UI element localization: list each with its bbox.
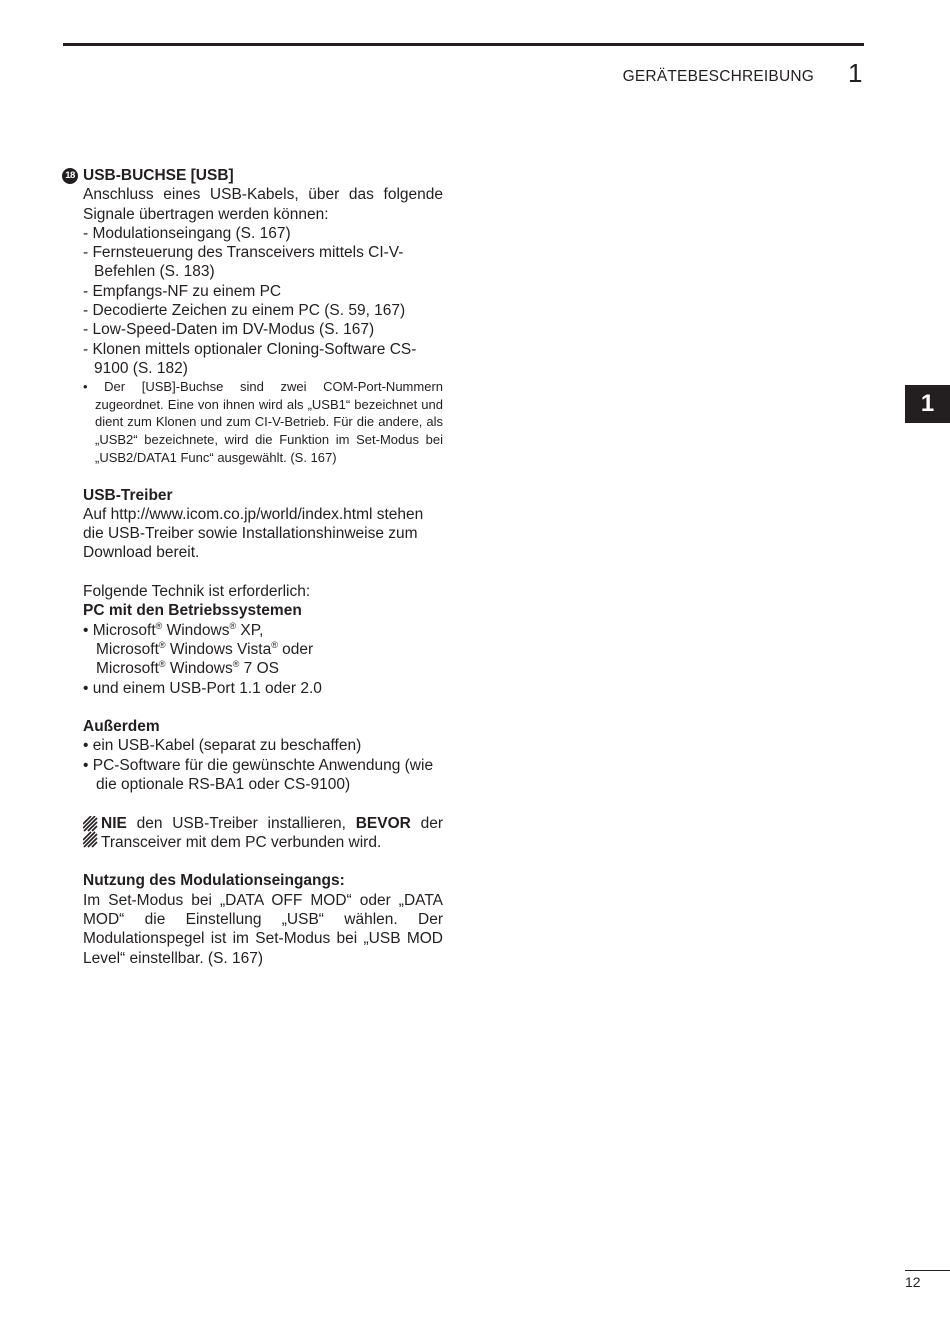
additionally-heading: Außerdem [83,718,160,736]
list-item: - Klonen mittels optionaler Cloning-Software CS-9100 (S. 182) [83,340,417,377]
list-item: - Decodierte Zeichen zu einem PC (S. 59, 167) [83,302,406,320]
item-number-badge: 18 [62,168,78,184]
requirements-intro: Folgende Technik ist erforderlich: [83,583,311,601]
chapter-tab: 1 [905,385,950,423]
usb-driver-text: Auf http://www.icom.co.jp/world/index.html stehen die USB-Treiber sowie Installationshinweise zum Download bereit. [83,505,424,562]
list-item: - Modulationseingang (S. 167) [83,224,291,242]
usb-jack-heading-text: USB-BUCHSE [USB] [83,167,234,184]
list-item: - Low-Speed-Daten im DV-Modus (S. 167) [83,321,375,339]
os-heading: PC mit den Betriebssystemen [83,602,302,620]
os-list: • Microsoft® Windows® XP, Microsoft® Windows Vista® oder Microsoft® Windows® 7 OS [83,620,314,678]
footer-rule [905,1270,950,1271]
main-column [65,166,443,968]
usb-driver-heading: USB-Treiber [83,486,173,504]
list-item: - Fernsteuerung des Transceivers mittels CI-V-Befehlen (S. 183) [83,244,404,281]
usb-port-item: • und einem USB-Port 1.1 oder 2.0 [83,679,322,697]
list-item: • ein USB-Kabel (separat zu beschaffen) [83,737,362,755]
list-item: - Empfangs-NF zu einem PC [83,282,282,300]
section-title: GERÄTEBESCHREIBUNG [622,68,814,85]
chapter-number: 1 [848,58,863,88]
com-port-note: • Der [USB]-Buchse sind zwei COM-Port-Nummern zugeordnet. Eine von ihnen wird als „USB1“ bezeichnet und dient zum Klonen und zum CI-V-Betrieb. Für die andere, als „USB2“ bezeichnete, wird die Funktion im Set-Modus bei „USB2/DATA1 Func“ ausgewählt. (S. 167) [83,379,443,465]
mod-input-heading: Nutzung des Modulationseingangs: [83,872,345,890]
page-number: 12 [905,1274,921,1290]
header-rule [63,43,864,46]
caution-hatch-icon [83,816,98,852]
usb-jack-heading [65,166,443,185]
mod-input-text: Im Set-Modus bei „DATA OFF MOD“ oder „DATA MOD“ die Einstellung „USB“ wählen. Der Modulationspegel ist im Set-Modus bei „USB MOD Level“ einstellbar. (S. 167) [83,891,443,967]
warning-note: NIE den USB-Treiber installieren, BEVOR der Transceiver mit dem PC verbunden wird. [83,814,443,853]
usb-jack-intro: Anschluss eines USB-Kabels, über das folgende Signale übertragen werden können: [83,186,443,223]
list-item: • PC-Software für die gewünschte Anwendung (wie die optionale RS-BA1 oder CS-9100) [83,756,434,793]
